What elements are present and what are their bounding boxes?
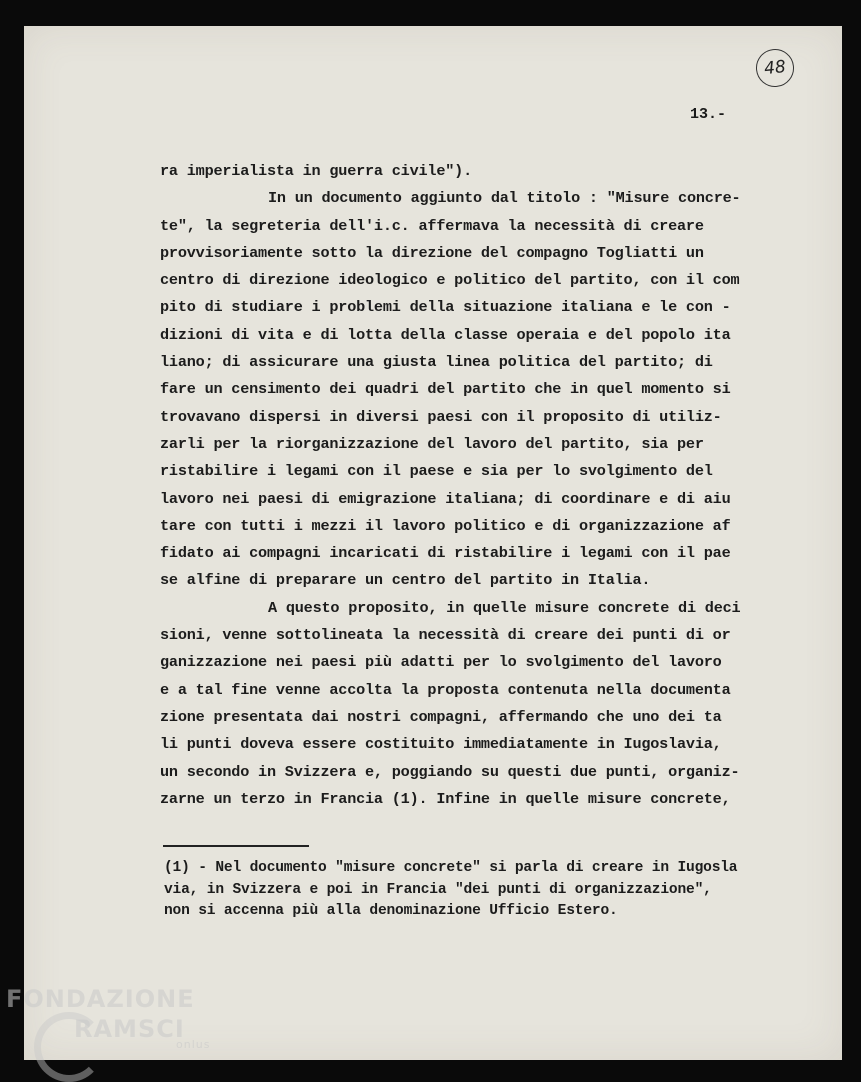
text-line: sioni, venne sottolineata la necessità di creare dei punti di or <box>160 626 731 645</box>
text-line: fare un censimento dei quadri del partito che in quel momento si <box>160 380 731 399</box>
text-line: centro di direzione ideologico e politico del partito, con il com <box>160 271 740 290</box>
text-line: e a tal fine venne accolta la proposta contenuta nella documenta <box>160 680 731 699</box>
watermark-logo <box>6 984 210 1051</box>
watermark-line2: RAMSCI <box>74 1015 185 1043</box>
text-line: tare con tutti i mezzi il lavoro politico e di organizzazione af <box>160 516 731 535</box>
text-line: ristabilire i legami con il paese e sia per lo svolgimento del <box>160 462 713 481</box>
text-line: provvisoriamente sotto la direzione del compagno Togliatti un <box>160 243 704 262</box>
text-line: zarne un terzo in Francia (1). Infine in quelle misure concrete, <box>160 789 731 808</box>
text-line: trovavano dispersi in diversi paesi con il proposito di utiliz- <box>160 407 722 426</box>
text-line: pito di studiare i problemi della situazione italiana e le con - <box>160 298 731 317</box>
text-line: li punti doveva essere costituito immediatamente in Iugoslavia, <box>160 735 722 754</box>
text-line: fidato ai compagni incaricati di ristabilire i legami con il pae <box>160 544 731 563</box>
typed-page-number: 13.- <box>690 106 727 123</box>
text-line: dizioni di vita e di lotta della classe operaia e del popolo ita <box>160 325 731 344</box>
text-line: se alfine di preparare un centro del partito in Italia. <box>160 571 651 590</box>
text-line: ra imperialista in guerra civile"). <box>160 162 472 180</box>
handwritten-page-number: 48 <box>754 47 796 89</box>
footnote <box>164 858 804 923</box>
watermark-line1: FONDAZIONE <box>6 985 195 1013</box>
footnote-separator <box>163 845 309 847</box>
footnote-line: via, in Svizzera e poi in Francia "dei punti di organizzazione", <box>164 881 712 898</box>
text-line: te", la segreteria dell'i.c. affermava la necessità di creare <box>160 216 704 235</box>
text-line: ganizzazione nei paesi più adatti per lo svolgimento del lavoro <box>160 653 722 672</box>
text-line: In un documento aggiunto dal titolo : "Misure concre- <box>268 189 741 208</box>
text-line: zione presentata dai nostri compagni, affermando che uno dei ta <box>160 707 722 726</box>
text-line: lavoro nei paesi di emigrazione italiana; di coordinare e di aiu <box>160 489 731 508</box>
text-line: un secondo in Svizzera e, poggiando su questi due punti, organiz- <box>160 762 740 781</box>
body-text <box>160 158 800 813</box>
text-line: A questo proposito, in quelle misure concrete di deci <box>268 598 741 617</box>
watermark-line3: onlus <box>176 1038 211 1051</box>
footnote-line: (1) - Nel documento "misure concrete" si parla di creare in Iugosla <box>164 860 738 876</box>
text-line: liano; di assicurare una giusta linea politica del partito; di <box>160 353 713 372</box>
footnote-line: non si accenna più alla denominazione Ufficio Estero. <box>164 903 618 919</box>
text-line: zarli per la riorganizzazione del lavoro del partito, sia per <box>160 434 704 453</box>
